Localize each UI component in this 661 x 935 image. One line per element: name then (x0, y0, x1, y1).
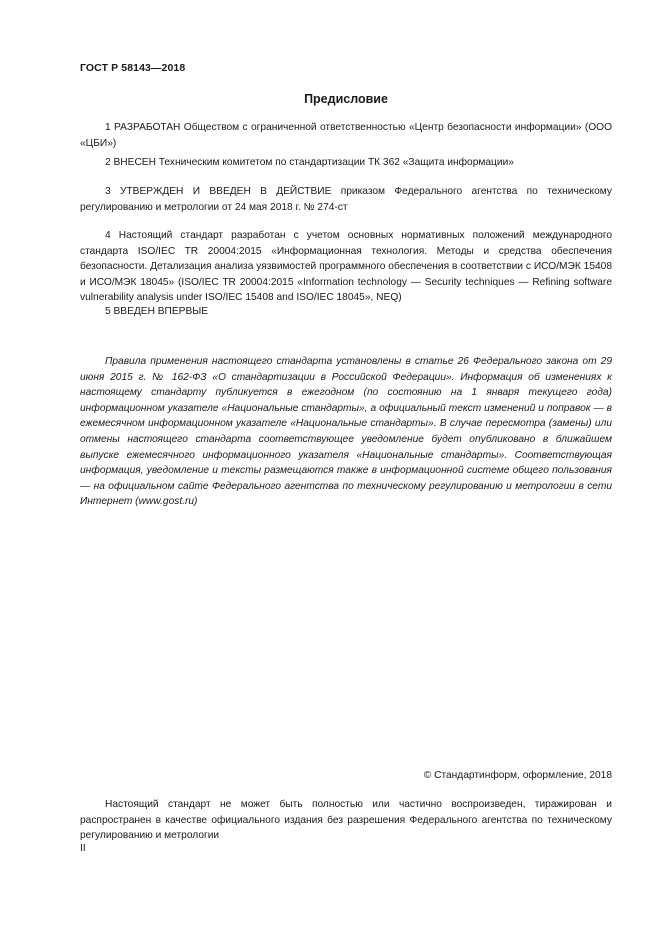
page-title: Предисловие (304, 92, 388, 106)
foreword-item-basis: 4 Настоящий стандарт разработан с учетом основных нормативных положений международного стандарта ISO/IEC TR 20004:2015 «Информационная технология. Методы и средства обеспечения безопасности. Детализация анализа уязвимостей программного обеспечения в соответствии с ИСО/МЭК 15408 и ИСО/МЭК 18045» (ISO/IEC TR 20004:2015 «Information technology — Security techniques — Refining software vulnerability analysis under ISO/IEC 15408 and ISO/IEC 18045», NEQ) (80, 230, 612, 304)
foreword-item-introduced: 2 ВНЕСЕН Техническим комитетом по стандартизации ТК 362 «Защита информации» (105, 157, 514, 168)
document-id-header: ГОСТ Р 58143—2018 (80, 62, 186, 74)
page-number: II (80, 843, 86, 854)
reproduction-notice: Настоящий стандарт не может быть полностью или частично воспроизведен, тиражирован и распространен в качестве официального издания без разрешения Федерального агентства по техническому регулированию и метрологии (80, 799, 612, 842)
foreword-item-approved: 3 УТВЕРЖДЕН И ВВЕДЕН В ДЕЙСТВИЕ приказом Федерального агентства по техническому регулированию и метрологии от 24 мая 2018 г. № 274-ст (80, 186, 612, 213)
foreword-item-first-introduced: 5 ВВЕДЕН ВПЕРВЫЕ (105, 306, 209, 317)
copyright-line: © Стандартинформ, оформление, 2018 (423, 770, 612, 781)
rules-of-application-notice: Правила применения настоящего стандарта установлены в статье 26 Федерального закона от 29 июня 2015 г. № 162-ФЗ «О стандартизации в Российской Федерации». Информация об изменениях к настоящему стандарту публикуется в ежегодном (по состоянию на 1 января текущего года) информационном указателе «Национальные стандарты», а официальный текст изменений и поправок — в ежемесячном информационном указателе «Национальные стандарты». В случае пересмотра (замены) или отмены настоящего стандарта соответствующее уведомление будет опубликовано в ближайшем выпуске ежемесячного информационного указателя «Национальные стандарты». Соответствующая информация, уведомление и тексты размещаются также в информационной системе общего пользования — на официальном сайте Федерального агентства по техническому регулированию и метрологии в сети Интернет (www.gost.ru) (80, 356, 612, 508)
foreword-item-developed: 1 РАЗРАБОТАН Обществом с ограниченной ответственностью «Центр безопасности информации» (ООО «ЦБИ») (80, 122, 612, 149)
